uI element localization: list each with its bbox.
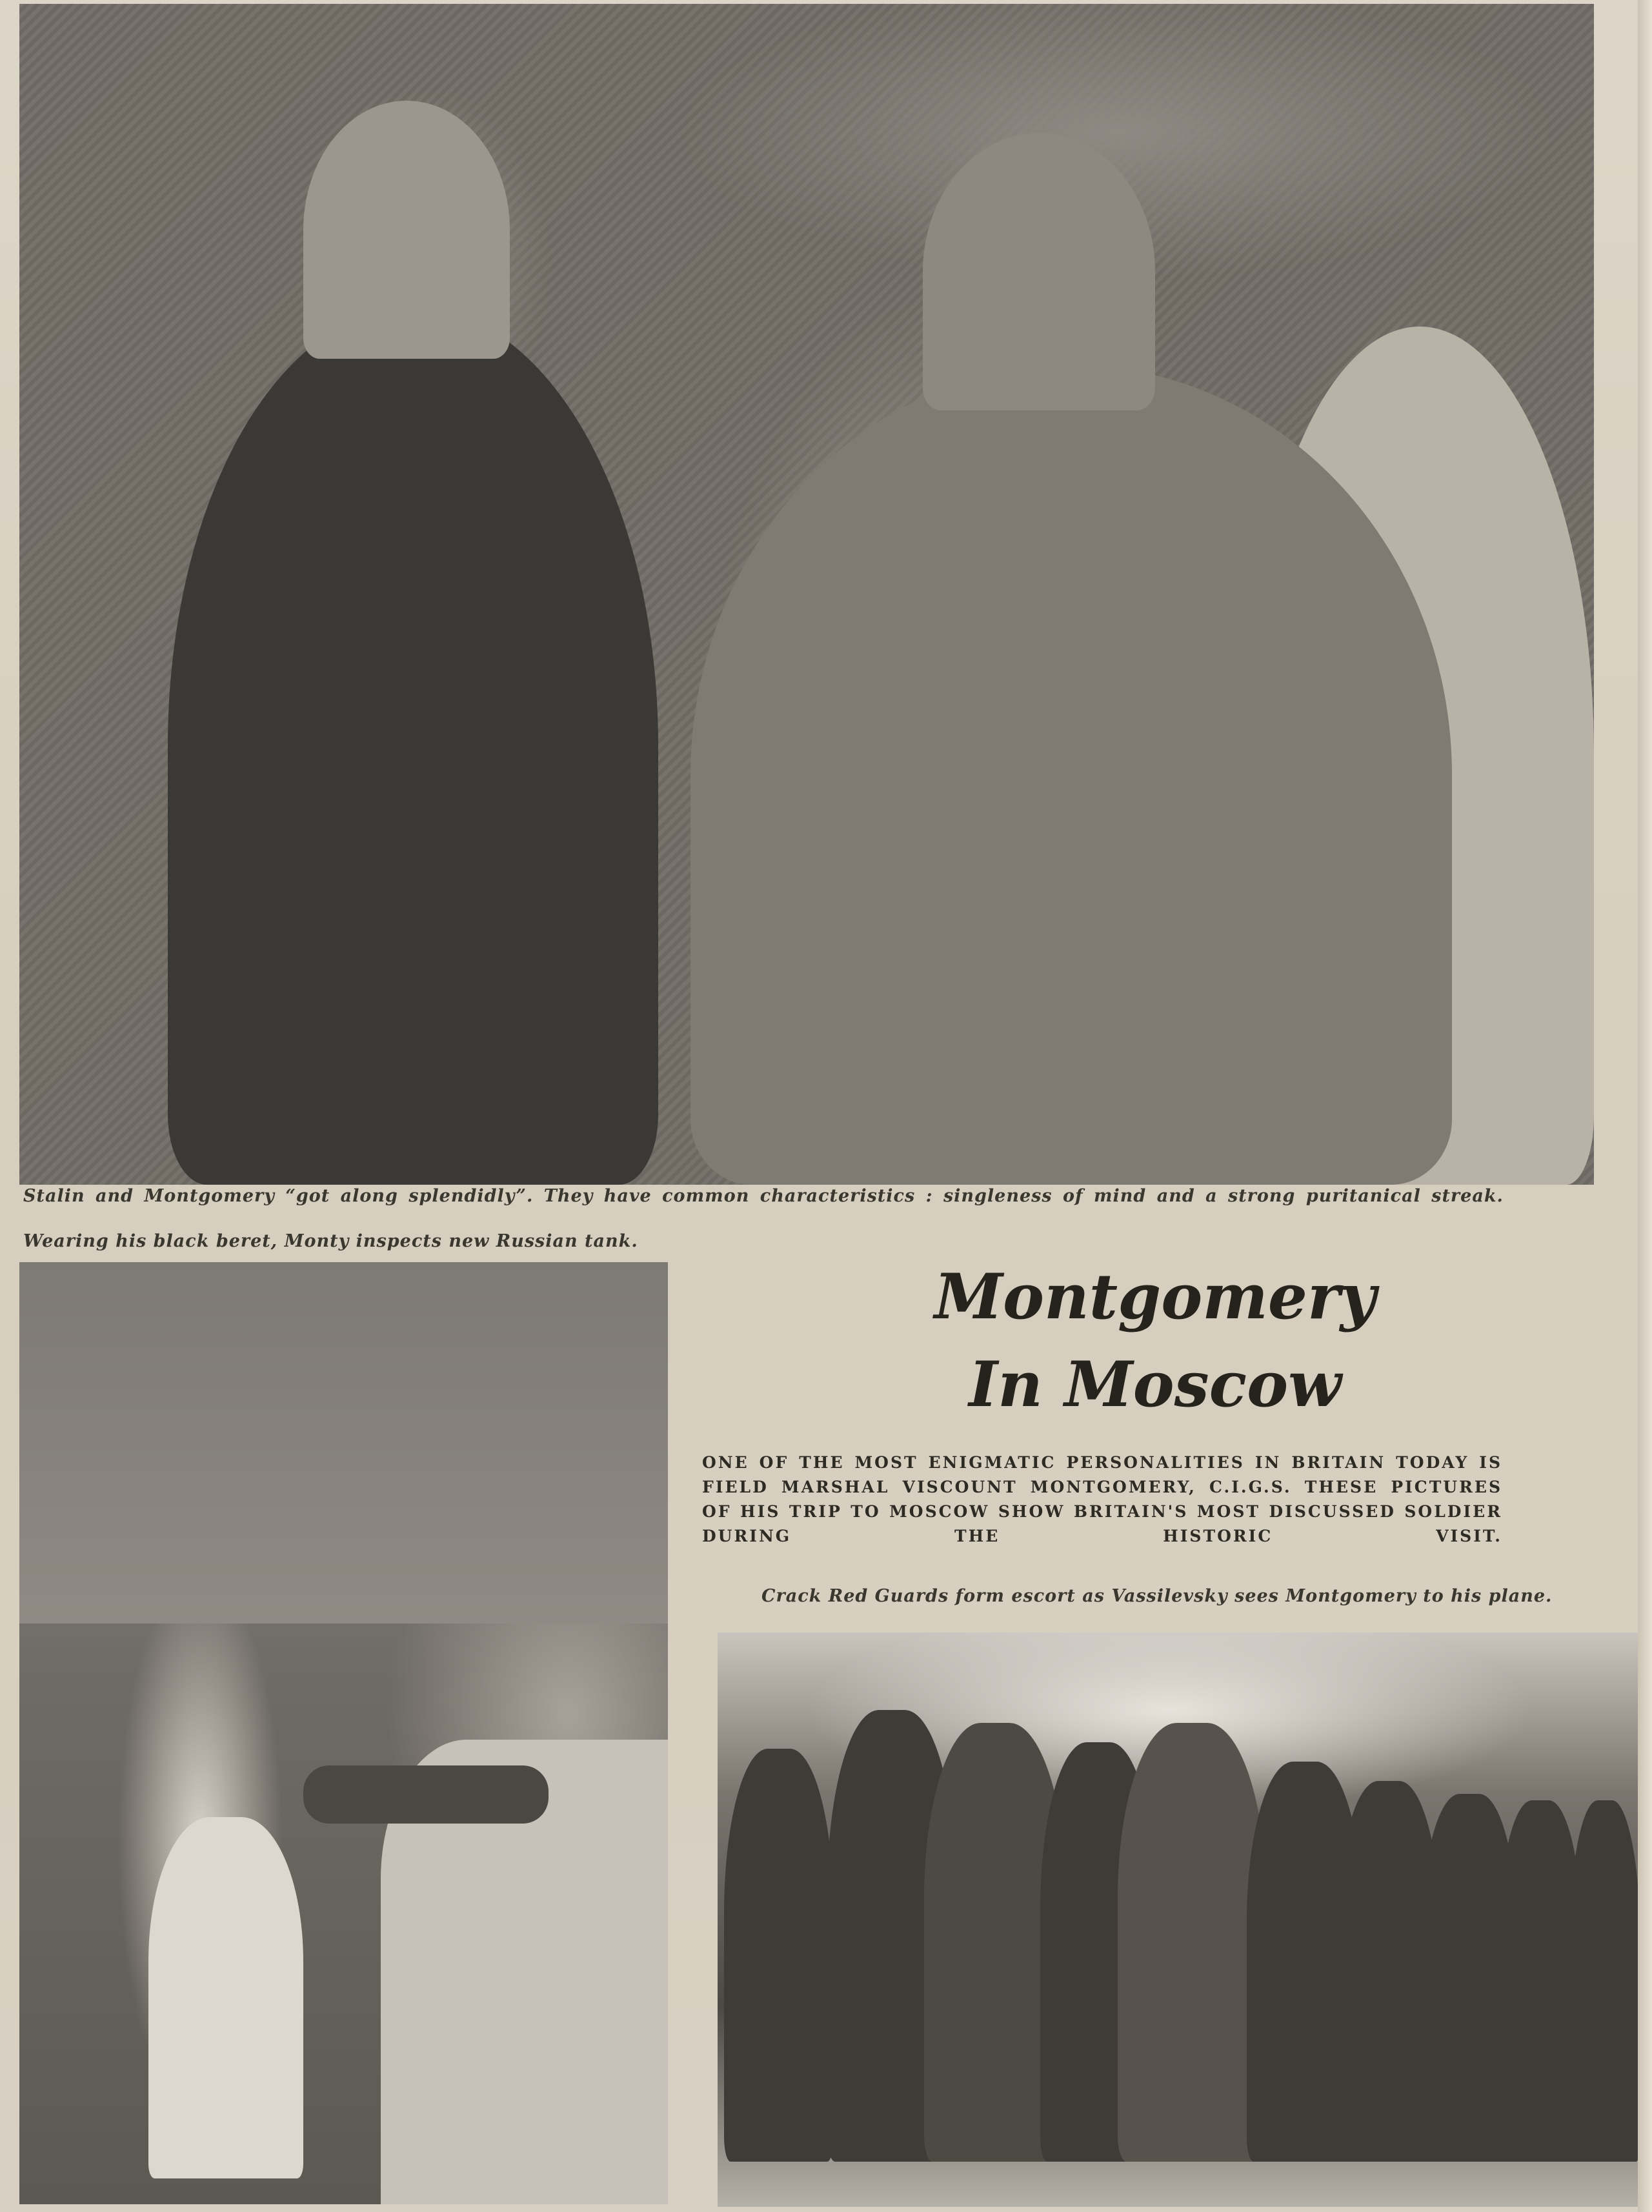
caption-tank-photo: Wearing his black beret, Monty inspects new Russian tank. xyxy=(23,1231,638,1251)
soldier xyxy=(724,1749,834,2162)
photo-montgomery-inspects-tank xyxy=(19,1262,668,2204)
montgomery-figure xyxy=(168,307,658,1185)
article-intro: ONE OF THE MOST ENIGMATIC PERSONALITIES IN BRITAIN TODAY IS FIELD MARSHAL VISCOUNT MONTGOMERY, C.I.G.S. THESE PICTURES OF HIS TRIP TO MOSCOW SHOW BRITAIN'S MOST DISCUSSED SOLDIER DURING THE HISTORIC VISIT. xyxy=(702,1453,1502,1545)
montgomery-head xyxy=(303,101,510,359)
soldier xyxy=(1569,1800,1640,2162)
caption-guards-photo: Crack Red Guards form escort as Vassilevsky sees Montgomery to his plane. xyxy=(761,1586,1553,1606)
stalin-figure xyxy=(690,365,1452,1185)
tank-gun-barrel xyxy=(303,1765,549,1824)
photo-red-guards-escort xyxy=(718,1633,1640,2207)
headline-line-1: Montgomery xyxy=(934,1260,1376,1333)
montgomery-walking xyxy=(1118,1723,1266,2162)
caption-top-photo: Stalin and Montgomery “got along splendidly”. They have common characteristics : singleness of mind and a strong puritanical streak. xyxy=(23,1186,1504,1206)
stalin-head xyxy=(923,133,1155,410)
page-edge xyxy=(1638,0,1652,2212)
montgomery-in-coat xyxy=(148,1817,303,2178)
headline-line-2: In Moscow xyxy=(969,1348,1342,1421)
photo-stalin-and-montgomery xyxy=(19,4,1594,1185)
building-backdrop xyxy=(19,1262,668,1624)
